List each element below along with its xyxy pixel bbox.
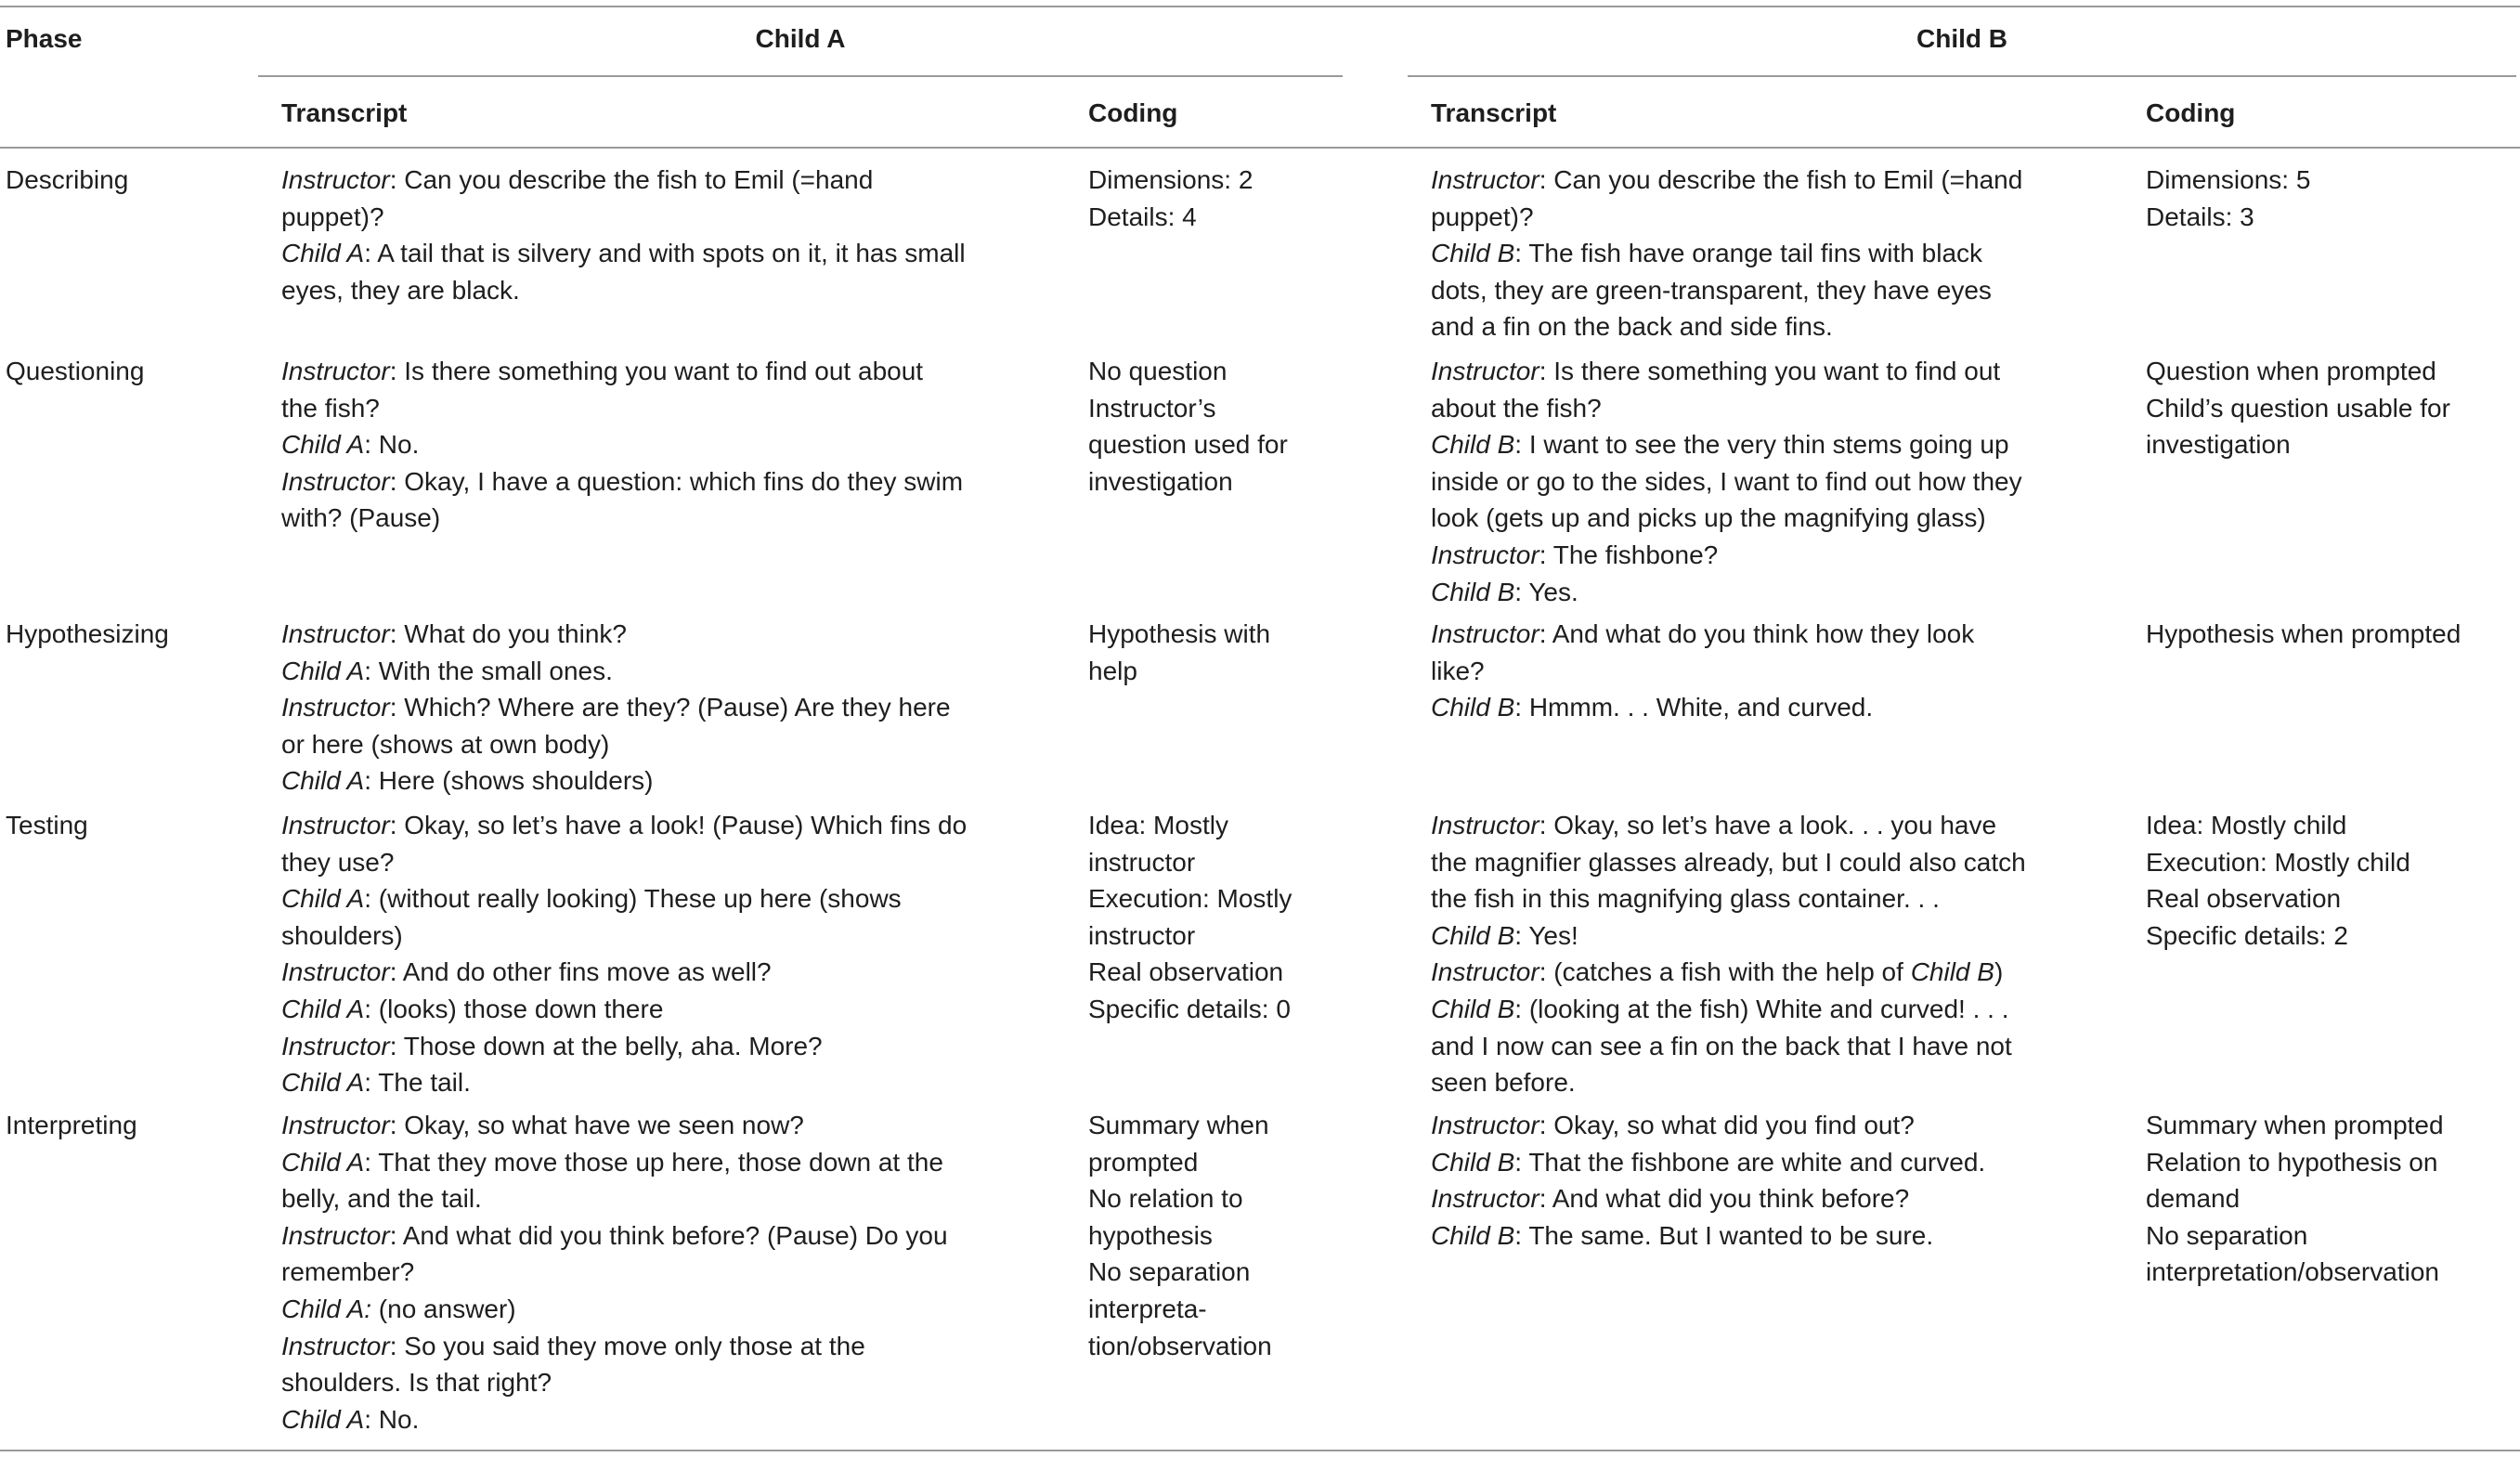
utterance-text: and a fin on the back and side fins.: [1431, 312, 1833, 342]
speaker-label: Child B: [1431, 1220, 1515, 1250]
child-a-group-rule: [258, 75, 1343, 77]
transcript-line: [281, 426, 963, 463]
transcript-line: [1431, 991, 2026, 1028]
header-child-b: Child B: [1916, 24, 2007, 53]
utterance-text: shoulders. Is that right?: [281, 1368, 552, 1398]
coding-line: help: [1088, 656, 1137, 685]
utterance-text: : (catches a fish with the help of: [1539, 957, 1911, 987]
phase-label: Hypothesizing: [6, 619, 169, 648]
coding-line: Specific details: 2: [2146, 920, 2348, 950]
speaker-label: Instructor: [281, 357, 390, 385]
transcript-line: [281, 616, 951, 653]
utterance-text: : Is there something you want to find out about: [389, 357, 924, 385]
utterance-text: : Can you describe the fish to Emil (=hand: [389, 165, 874, 194]
coding-line: No separation: [1088, 1257, 1251, 1287]
b-coding-cell: [2146, 1107, 2444, 1291]
utterance-text: : And what do you think how they look: [1539, 619, 1975, 648]
utterance-text: : What do you think?: [389, 619, 627, 648]
transcript-line: [281, 1064, 967, 1101]
coding-line: Real observation: [2146, 884, 2342, 914]
coding-line: instructor: [1088, 847, 1196, 877]
speaker-label: Instructor: [1431, 957, 1539, 987]
b-transcript-cell: [1431, 162, 2022, 345]
utterance-text: : (looks) those down there: [364, 994, 664, 1023]
transcript-line: [1431, 574, 2022, 611]
speaker-label: Instructor: [281, 1031, 390, 1060]
transcript-line: [1431, 1028, 2026, 1065]
speaker-label: Child A: [281, 1404, 365, 1434]
transcript-line: [281, 1328, 948, 1365]
utterance-text: : No.: [364, 430, 420, 460]
transcript-line: [281, 1364, 948, 1401]
coding-line: Question when prompted: [2146, 357, 2436, 385]
coding-line: prompted: [1088, 1147, 1199, 1177]
phase-label: Describing: [6, 165, 129, 194]
coding-line: No relation to: [1088, 1184, 1243, 1214]
transcript-line: [1431, 235, 2022, 272]
utterance-text: : A tail that is silvery and with spots on it, it has small: [364, 239, 966, 268]
speaker-label: Child B: [1431, 430, 1515, 460]
utterance-text: : Okay, so what did you find out?: [1539, 1111, 1915, 1139]
utterance-text: and I now can see a fin on the back that I have not: [1431, 1031, 2012, 1060]
bottom-rule: [0, 1450, 2520, 1451]
transcript-line: [1431, 653, 1974, 690]
coding-line: Instructor’s: [1088, 393, 1216, 423]
utterance-text: or here (shows at own body): [281, 729, 610, 759]
transcript-line: [281, 353, 963, 390]
coding-line: question used for: [1088, 430, 1288, 460]
transcript-line: [1431, 954, 2026, 991]
transcript-line: [281, 1028, 967, 1065]
speaker-label: Child A: [281, 1068, 365, 1098]
transcript-line: [281, 235, 966, 272]
utterance-text: : The fishbone?: [1539, 540, 1719, 569]
transcript-line: [1431, 1064, 2026, 1101]
utterance-text: : The tail.: [364, 1068, 471, 1098]
coding-line: Details: 4: [1088, 202, 1197, 231]
transcript-line: [281, 1217, 948, 1255]
a-transcript-cell: [281, 807, 967, 1101]
transcript-line: [281, 726, 951, 763]
speaker-label: Child B: [1431, 239, 1515, 268]
utterance-text: : Hmmm. . . White, and curved.: [1514, 693, 1874, 722]
coding-line: Real observation: [1088, 957, 1284, 987]
header-phase: Phase: [6, 24, 83, 53]
speaker-label: Instructor: [1431, 540, 1539, 569]
coding-line: Child’s question usable for: [2146, 393, 2450, 423]
speaker-label: Instructor: [1431, 357, 1539, 385]
transcript-line: [281, 1401, 948, 1438]
utterance-text: : The same. But I wanted to be sure.: [1514, 1220, 1934, 1250]
transcript-line: [1431, 537, 2022, 574]
speaker-label: Instructor: [281, 1220, 390, 1250]
speaker-label: Instructor: [281, 165, 390, 194]
coding-line: Idea: Mostly child: [2146, 811, 2347, 839]
utterance-text: dots, they are green-transparent, they have eyes: [1431, 275, 1992, 305]
b-coding-cell: [2146, 162, 2310, 235]
a-transcript-cell: [281, 1107, 948, 1437]
speaker-label: Child A: [281, 766, 365, 796]
transcript-line: [281, 463, 963, 501]
coding-line: Execution: Mostly: [1088, 884, 1292, 914]
header-b-coding: Coding: [2146, 98, 2236, 127]
speaker-label: Instructor: [281, 466, 390, 496]
speaker-label: Child B: [1431, 994, 1515, 1023]
phase-label: Questioning: [6, 357, 145, 385]
utterance-text: the magnifier glasses already, but I could also catch: [1431, 847, 2026, 877]
phase-label: Testing: [6, 811, 88, 839]
coding-line: investigation: [2146, 430, 2291, 460]
coding-line: Details: 3: [2146, 202, 2254, 231]
transcript-line: [281, 762, 951, 800]
utterance-text: like?: [1431, 656, 1485, 685]
utterance-text: : Yes.: [1514, 577, 1578, 606]
a-coding-cell: [1088, 807, 1292, 1028]
coding-line: No question: [1088, 357, 1228, 385]
utterance-text: : (looking at the fish) White and curved! . . .: [1514, 994, 2009, 1023]
coding-line: Hypothesis when prompted: [2146, 619, 2462, 648]
a-coding-cell: [1088, 162, 1253, 235]
utterance-text: : Okay, I have a question: which fins do they swim: [389, 466, 964, 496]
utterance-text: : I want to see the very thin stems going up: [1514, 430, 2009, 460]
transcript-line: [1431, 426, 2022, 463]
transcript-line: [1431, 1180, 1985, 1217]
transcript-line: [281, 880, 967, 917]
utterance-text: : Okay, so what have we seen now?: [389, 1111, 804, 1139]
utterance-text: eyes, they are black.: [281, 275, 520, 305]
speaker-label: Instructor: [281, 957, 390, 987]
header-child-a: Child A: [755, 24, 846, 53]
b-coding-cell: [2146, 616, 2461, 653]
b-transcript-cell: [1431, 807, 2026, 1101]
speaker-label: Instructor: [1431, 165, 1539, 194]
coding-line: interpreta-: [1088, 1294, 1207, 1323]
utterance-text: : (without really looking) These up here (shows: [364, 884, 902, 914]
coding-line: Specific details: 0: [1088, 994, 1291, 1023]
utterance-text: : That the fishbone are white and curved.: [1514, 1147, 1986, 1177]
utterance-text: : No.: [364, 1404, 420, 1434]
speaker-label: Child B: [1910, 957, 1994, 987]
a-transcript-cell: [281, 353, 963, 537]
utterance-text: : So you said they move only those at the: [389, 1331, 865, 1360]
top-rule: [0, 6, 2520, 7]
transcript-line: [281, 199, 966, 236]
transcript-line: [1431, 844, 2026, 881]
utterance-text: : Can you describe the fish to Emil (=hand: [1539, 165, 2023, 194]
transcript-line: [1431, 689, 1974, 726]
utterance-text: : And what did you think before? (Pause) Do you: [389, 1220, 948, 1250]
transcript-line: [281, 162, 966, 199]
utterance-text: ): [1994, 957, 2004, 987]
speaker-label: Child A: [281, 239, 365, 268]
coding-line: Dimensions: 5: [2146, 165, 2311, 194]
utterance-text: with? (Pause): [281, 503, 441, 533]
utterance-text: they use?: [281, 847, 395, 877]
utterance-text: about the fish?: [1431, 393, 1602, 423]
header-b-transcript: Transcript: [1431, 98, 1557, 127]
utterance-text: : Is there something you want to find out: [1539, 357, 2001, 385]
utterance-text: : Which? Where are they? (Pause) Are they here: [389, 693, 951, 722]
speaker-label: Child A: [281, 656, 365, 685]
a-coding-cell: [1088, 1107, 1272, 1364]
transcript-line: [281, 1254, 948, 1291]
coding-line: Summary when prompted: [2146, 1111, 2444, 1139]
transcript-line: [1431, 162, 2022, 199]
utterance-text: remember?: [281, 1257, 415, 1287]
a-coding-cell: [1088, 616, 1270, 689]
speaker-label: Instructor: [281, 693, 390, 722]
b-transcript-cell: [1431, 353, 2022, 610]
transcript-line: [1431, 308, 2022, 345]
utterance-text: (no answer): [371, 1294, 516, 1323]
utterance-text: : With the small ones.: [364, 656, 613, 685]
transcript-line: [281, 1291, 948, 1328]
speaker-label: Instructor: [281, 1111, 390, 1139]
utterance-text: : And what did you think before?: [1539, 1184, 1910, 1214]
speaker-label: Child B: [1431, 693, 1515, 722]
transcript-line: [1431, 353, 2022, 390]
utterance-text: : And do other fins move as well?: [389, 957, 772, 987]
utterance-text: : Yes!: [1514, 920, 1578, 950]
coding-line: interpretation/observation: [2146, 1257, 2439, 1287]
coding-line: Summary when: [1088, 1111, 1269, 1139]
transcript-line: [1431, 616, 1974, 653]
b-coding-cell: [2146, 353, 2450, 463]
transcript-line: [1431, 880, 2026, 917]
speaker-label: Child A: [281, 430, 365, 460]
transcript-line: [1431, 807, 2026, 844]
coding-line: Relation to hypothesis on: [2146, 1147, 2438, 1177]
utterance-text: the fish in this magnifying glass container. . .: [1431, 884, 1940, 914]
utterance-text: seen before.: [1431, 1068, 1576, 1098]
speaker-label: Child B: [1431, 920, 1515, 950]
coding-line: investigation: [1088, 466, 1233, 496]
speaker-label: Instructor: [281, 619, 390, 648]
transcript-line: [281, 807, 967, 844]
coding-line: tion/observation: [1088, 1331, 1272, 1360]
transcript-line: [1431, 1107, 1985, 1144]
transcript-line: [281, 954, 967, 991]
coding-line: instructor: [1088, 920, 1196, 950]
b-coding-cell: [2146, 807, 2410, 954]
speaker-label: Child B: [1431, 577, 1515, 606]
coding-line: hypothesis: [1088, 1220, 1213, 1250]
child-b-group-rule: [1408, 75, 2516, 77]
utterance-text: : That they move those up here, those down at the: [364, 1147, 943, 1177]
coding-line: Dimensions: 2: [1088, 165, 1254, 194]
utterance-text: : Here (shows shoulders): [364, 766, 654, 796]
utterance-text: : Okay, so let’s have a look. . . you have: [1539, 811, 1997, 839]
coding-line: Execution: Mostly child: [2146, 847, 2410, 877]
b-transcript-cell: [1431, 1107, 1985, 1254]
utterance-text: the fish?: [281, 393, 380, 423]
speaker-label: Instructor: [281, 811, 390, 839]
transcript-line: [1431, 917, 2026, 955]
speaker-label: Instructor: [281, 1331, 390, 1360]
speaker-label: Child A: [281, 994, 365, 1023]
transcript-line: [1431, 1144, 1985, 1181]
speaker-label: Instructor: [1431, 811, 1539, 839]
header-a-transcript: Transcript: [281, 98, 408, 127]
transcript-line: [281, 390, 963, 427]
transcript-line: [281, 500, 963, 537]
transcript-line: [281, 844, 967, 881]
utterance-text: belly, and the tail.: [281, 1184, 482, 1214]
header-a-coding: Coding: [1088, 98, 1178, 127]
transcript-line: [281, 1180, 948, 1217]
transcript-line: [1431, 390, 2022, 427]
speaker-label: Instructor: [1431, 1184, 1539, 1214]
b-transcript-cell: [1431, 616, 1974, 726]
transcript-line: [281, 653, 951, 690]
phase-label: Interpreting: [6, 1111, 137, 1139]
speaker-label: Child A: [281, 884, 365, 914]
transcript-line: [1431, 500, 2022, 537]
transcript-line: [281, 1144, 948, 1181]
transcript-line: [1431, 463, 2022, 501]
utterance-text: inside or go to the sides, I want to find out how they: [1431, 466, 2022, 496]
utterance-text: look (gets up and picks up the magnifying glass): [1431, 503, 1986, 533]
header-bottom-rule: [0, 147, 2520, 149]
a-transcript-cell: [281, 616, 951, 800]
transcript-line: [281, 1107, 948, 1144]
utterance-text: puppet)?: [1431, 202, 1534, 231]
transcript-line: [281, 991, 967, 1028]
transcript-line: [1431, 272, 2022, 309]
speaker-label: Child A:: [281, 1294, 372, 1323]
speaker-label: Child B: [1431, 1147, 1515, 1177]
transcript-line: [281, 917, 967, 955]
coding-line: No separation: [2146, 1220, 2308, 1250]
utterance-text: shoulders): [281, 920, 403, 950]
utterance-text: : The fish have orange tail fins with black: [1514, 239, 1983, 268]
speaker-label: Child A: [281, 1147, 365, 1177]
utterance-text: puppet)?: [281, 202, 384, 231]
utterance-text: : Those down at the belly, aha. More?: [389, 1031, 823, 1060]
speaker-label: Instructor: [1431, 1111, 1539, 1139]
speaker-label: Instructor: [1431, 619, 1539, 648]
transcript-line: [281, 272, 966, 309]
a-transcript-cell: [281, 162, 966, 308]
coding-line: Hypothesis with: [1088, 619, 1271, 648]
coding-line: Idea: Mostly: [1088, 811, 1228, 839]
transcript-line: [1431, 1217, 1985, 1255]
transcript-line: [1431, 199, 2022, 236]
a-coding-cell: [1088, 353, 1288, 500]
coding-line: demand: [2146, 1184, 2241, 1214]
utterance-text: : Okay, so let’s have a look! (Pause) Which fins do: [389, 811, 968, 839]
transcript-line: [281, 689, 951, 726]
